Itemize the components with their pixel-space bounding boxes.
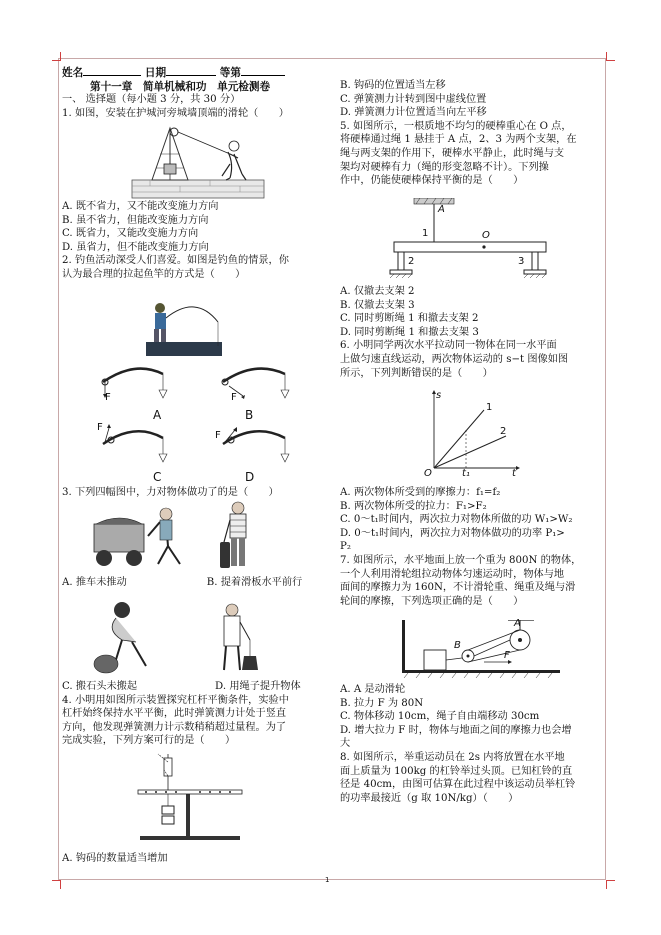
q5-option-b[interactable]: B. 仅撤去支架 3 xyxy=(340,299,415,311)
crop-mark xyxy=(52,52,61,61)
q4-line1: 4. 小明用如图所示装置探究杠杆平衡条件，实验中 xyxy=(62,694,289,706)
q7-options xyxy=(340,683,604,805)
q8-line4: 的功率最接近（g 取 10N/kg）（ ） xyxy=(340,792,519,804)
fig-label-d: D xyxy=(245,470,255,484)
q6-option-c[interactable]: C. 0～t₁时间内，两次拉力对物体所做的功 W₁>W₂ xyxy=(340,514,573,526)
q5-options xyxy=(340,285,604,380)
q3-cart-picture xyxy=(90,504,186,570)
q7-option-b[interactable]: B. 拉力 F 为 80N xyxy=(340,697,424,709)
q6-option-d-cont: P₂ xyxy=(340,541,351,553)
q7-line3: 面间的摩擦力为 160N，不计滑轮重、绳重及绳与滑 xyxy=(340,582,576,594)
q6-option-d[interactable]: D. 0～t₁时间内，两次拉力对物体做功的功率 P₁> xyxy=(340,527,565,539)
q6-option-a[interactable]: A. 两次物体所受到的摩擦力：f₁=f₂ xyxy=(340,487,501,498)
q3-options-row2 xyxy=(62,680,332,748)
q5-line3: 绳与两支架的作用下，硬棒水平静止，此时绳与支 xyxy=(340,147,565,159)
q6-line2: 上做匀速直线运动，两次物体运动的 s−t 图像如图 xyxy=(340,353,569,365)
name-blank[interactable] xyxy=(83,75,141,76)
q5-line2: 将硬棒通过绳 1 悬挂于 A 点，2、3 为两个支架，在 xyxy=(340,134,577,146)
q4-line4: 完成实验，下列方案可行的是（ ） xyxy=(62,735,236,747)
q5-line4: 架均对硬棒有力（绳的形变忽略不计）。下列操 xyxy=(340,161,549,173)
q2-stem-line2: 认为最合理的拉起鱼竿的方式是（ ） xyxy=(62,268,246,280)
q3-stem: 3. 下列四幅图中，力对物体做功了的是（ ） xyxy=(62,487,279,498)
q7-line1: 7. 如图所示，水平地面上放一个重为 800N 的物体， xyxy=(340,554,582,566)
q3-option-a[interactable]: A. 推车未推动 xyxy=(62,577,127,588)
force-label-b: F xyxy=(231,392,237,403)
q6-axis-t: t xyxy=(512,468,516,479)
q8-line1: 8. 如图所示，举重运动员在 2s 内将放置在水平地 xyxy=(340,751,565,763)
q5-option-c[interactable]: C. 同时剪断绳 1 和撤去支架 2 xyxy=(340,313,479,325)
q3-options-row1 xyxy=(62,576,332,590)
q1-stem: 1. 如图，安装在护城河旁城墙顶端的滑轮（ ） xyxy=(62,107,289,119)
force-label-d: F xyxy=(215,430,221,441)
q4-lever-figure xyxy=(134,752,244,842)
q7-label-b: B xyxy=(454,640,461,651)
grade-blank[interactable] xyxy=(241,75,285,76)
q5-label-rope: 1 xyxy=(422,228,429,239)
date-blank[interactable] xyxy=(166,75,216,76)
q4-line2: 杠杆始终保持水平平衡，此时弹簧测力计处于竖直 xyxy=(62,708,287,720)
q5-label-o: O xyxy=(482,230,490,241)
q1-option-c[interactable]: C. 既省力，又能改变施力方向 xyxy=(62,228,199,240)
q2-option-figures xyxy=(95,360,295,484)
q5-label-support2: 2 xyxy=(408,256,415,267)
q6-options xyxy=(340,486,604,608)
name-label: 姓名 xyxy=(62,67,84,79)
q6-line1: 6. 小明同学两次水平拉动同一物体在同一水平面 xyxy=(340,340,557,352)
section-heading: 一、 选择题（每小题 3 分，共 30 分） xyxy=(62,94,241,105)
q3-options-row2-line xyxy=(62,680,332,694)
q4-line3: 方向，他发现弹簧测力计示数稍稍超过量程。为了 xyxy=(62,721,287,733)
student-info-row xyxy=(62,65,332,80)
q5-label-a: A xyxy=(438,204,445,215)
q3-skateboard-picture xyxy=(214,500,262,576)
date-label: 日期 xyxy=(144,67,167,79)
crop-mark xyxy=(606,52,615,61)
rod-a xyxy=(102,369,167,398)
q2-stem-line1: 2. 钓鱼活动深受人们喜爱。如图是钓鱼的情景，你 xyxy=(62,255,289,267)
q4-option-b[interactable]: B. 钩码的位置适当左移 xyxy=(340,80,446,91)
q3-stone-picture xyxy=(92,600,164,676)
q7-option-d-cont: 大 xyxy=(340,738,351,750)
rod-d xyxy=(223,427,289,462)
crop-mark xyxy=(606,880,615,889)
q3-stem-block xyxy=(62,486,332,500)
fig-label-c: C xyxy=(153,470,162,484)
rod-c xyxy=(103,424,167,462)
q6-st-graph xyxy=(424,390,520,479)
q3-rope-picture xyxy=(216,600,262,676)
grade-label: 等第 xyxy=(219,67,241,79)
q6-option-b[interactable]: B. 两次物体所受的拉力：F₁>F₂ xyxy=(340,500,487,512)
q3-options-row1-line xyxy=(62,576,332,590)
q1-option-b[interactable]: B. 虽不省力，但能改变施力方向 xyxy=(62,214,209,226)
force-label-c: F xyxy=(97,422,103,433)
q1-options xyxy=(62,200,332,282)
q7-label-f: F xyxy=(504,650,510,661)
crop-mark xyxy=(52,880,61,889)
exam-title: 第十一章 简单机械和功 单元检测卷 xyxy=(90,81,271,93)
q7-pulley-figure xyxy=(396,620,568,682)
q5-bar-figure xyxy=(380,198,560,282)
q1-option-a[interactable]: A. 既不省力，又不能改变施力方向 xyxy=(62,201,219,212)
q4-option-a[interactable]: A. 钩码的数量适当增加 xyxy=(62,853,168,864)
q6-line1-label: 1 xyxy=(486,402,493,413)
right-column xyxy=(340,79,604,188)
q4-option-d[interactable]: D. 弹簧测力计位置适当向左平移 xyxy=(340,107,487,119)
q6-line3: 所示，下列判断错误的是（ ） xyxy=(340,367,493,379)
q8-line2: 面上质量为 100kg 的杠铃举过头顶。已知杠铃的直 xyxy=(340,765,573,777)
q3-option-c[interactable]: C. 搬石头未搬起 xyxy=(62,681,138,692)
q6-t1: t₁ xyxy=(462,468,470,479)
q5-label-support3: 3 xyxy=(518,256,525,267)
q6-axis-s: s xyxy=(436,390,442,401)
fig-label-b: B xyxy=(245,408,254,422)
page-number: 1 xyxy=(325,876,330,884)
fig-label-a: A xyxy=(153,408,162,422)
q2-fishing-photo xyxy=(146,296,222,356)
q4-option-a-block xyxy=(62,852,332,866)
q7-option-d[interactable]: D. 增大拉力 F 时，物体与地面之间的摩擦力也会增 xyxy=(340,724,572,736)
q5-line5: 作中，仍能使硬棒保持平衡的是（ ） xyxy=(340,175,524,187)
left-column xyxy=(62,93,332,120)
q5-option-a[interactable]: A. 仅撤去支架 2 xyxy=(340,286,415,297)
q7-label-a: A xyxy=(514,618,521,629)
q4-option-c[interactable]: C. 弹簧测力计转到图中虚线位置 xyxy=(340,93,487,105)
q7-line4: 轮间的摩擦，下列选项正确的是（ ） xyxy=(340,595,524,607)
q5-option-d[interactable]: D. 同时剪断绳 1 和撤去支架 3 xyxy=(340,326,479,338)
q1-figure xyxy=(130,124,270,200)
q3-option-b[interactable]: B. 提着滑板水平前行 xyxy=(206,577,303,588)
q5-line1: 5. 如图所示，一根质地不均匀的硬棒重心在 O 点， xyxy=(340,120,572,132)
q7-option-c[interactable]: C. 物体移动 10cm，绳子自由端移动 30cm xyxy=(340,711,540,723)
q7-line2: 一个人利用滑轮组拉动物体匀速运动时，物体与地 xyxy=(340,568,565,580)
q6-line2-label: 2 xyxy=(500,426,507,437)
force-label-a: F xyxy=(105,392,111,403)
q7-option-a[interactable]: A. A 是动滑轮 xyxy=(340,684,406,695)
q3-option-d[interactable]: D. 用绳子提升物体 xyxy=(215,681,301,692)
q1-option-d[interactable]: D. 虽省力，但不能改变施力方向 xyxy=(62,241,209,253)
q8-line3: 径是 40cm，由图可估算在此过程中该运动员举杠铃 xyxy=(340,779,576,791)
q6-origin: O xyxy=(424,468,432,479)
